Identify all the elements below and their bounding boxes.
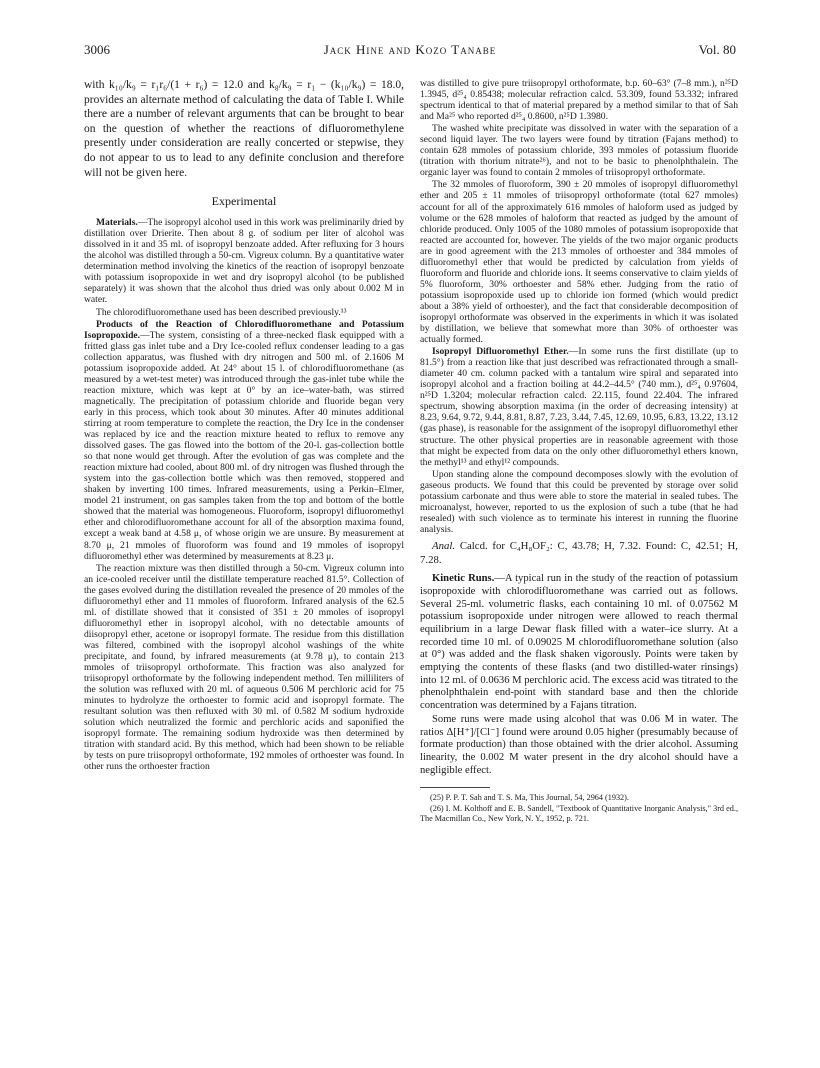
footnote-divider (420, 787, 490, 788)
running-head-authors: Jack Hine and Kozo Tanabe (323, 42, 497, 57)
kinetic-run-head: Kinetic Runs. (432, 573, 495, 585)
analysis-values: Calcd. for C₄H₈OF₂: C, 43.78; H, 7.32. Found: C, 42.51; H, 7.28. (420, 539, 738, 566)
section-heading-experimental: Experimental (211, 194, 277, 209)
volume-label: Vol. 80 (698, 42, 736, 57)
products-paragraph (84, 319, 404, 562)
running-head (84, 42, 736, 62)
ether-body: —In some runs the first distillate (up to 81.5°) from a reaction like that just described was refractionated through a small-diameter 40 cm. column packed with a tantalum wire spiral and separated into isopropyl alcohol and a fraction boiling at 44.2–44.5° (740 mm.), d²⁵₄ 0.97604, n²⁵D 1.3204; molecular refraction calcd. 22.115, found 22.404. The infrared spectrum, showing absorption maxima (in the order of decreasing intensity) at 8.23, 9.64, 9.72, 9.44, 8.81, 8.87, 7.23, 3.44, 7.45, 12.69, 10.95, 6.83, 13.22, 13.12 (gas phase), is reasonable for the assignment of the isopropyl difluoromethyl ether structure. The other physical properties are in reasonable agreement with those that might be expected from data on the only other difluoromethyl ethers known, the methyl¹³ and ethyl¹² compounds. (420, 346, 738, 468)
footnote-26: (26) I. M. Kolthoff and E. B. Sandell, "Textbook of Quantitative Inorganic Analysis," 3rd ed., The Macmillan Co., New York, N. Y., 1952, p. 721. (420, 804, 738, 824)
page-number: 3006 (84, 42, 110, 57)
chlorodifluoromethane-paragraph: The chlorodifluoromethane used has been described previously.¹³ (96, 306, 347, 318)
orthoformate-continuation: was distilled to give pure triisopropyl orthoformate, b.p. 60–63° (7–8 mm.), n²⁵D 1.3945, d²⁵₄ 0.85438; molecular refraction calcd. 53.309, found 53.332; infrared spectrum identical to that of material prepared by a method similar to that of Sah and Ma²⁵ who reported d²⁵₄ 0.8600, n²⁵D 1.3980. (420, 78, 738, 123)
kinetic-body: —A typical run in the study of the reaction of potassium isopropoxide with chlorodifluoromethane was carried out as follows. Several 25-ml. volumetric flasks, each containing 10 ml. of 0.07562 M potassium isopropoxide under nitrogen were allowed to reach thermal equilibrium in a large Dewar flask filled with a water–ice slurry. At a recorded time 10 ml. of 0.09025 M chlorodifluoromethane solution (also at 0°) was added and the flask shaken vigorously. Points were taken by emptying the contents of these flasks (and two distilled-water rinsings) into 12 ml. of 0.0636 M perchloric acid. The excess acid was titrated to the phenolphthalein end-point with standard base and then the chloride concentration was determined by a Fajans titration. (420, 573, 739, 712)
left-column (84, 78, 404, 774)
ether-run-head: Isopropyl Difluoromethyl Ether. (432, 346, 569, 358)
right-column (420, 78, 738, 825)
materials-run-head: Materials. (96, 217, 138, 229)
ether-paragraph (420, 346, 738, 468)
distillation-paragraph: The reaction mixture was then distilled through a 50-cm. Vigreux column into an ice-cooled receiver until the distillate temperature reached 81.5°. Collection of the gases evolved during the distillation revealed the presence of 20 mmoles of the difluoromethyl ether and 11 mmoles of fluoroform. Infrared analysis of the 62.5 ml. of distillate showed that it consisted of 351 ± 20 mmoles of isopropyl difluoromethyl ether in isopropyl alcohol, with no detectable amounts of diisopropyl ether, acetone or isopropyl formate. The residue from this distillation was filtered, combined with the isopropyl alcohol washings of the white precipitate, and found, by infrared measurements (at 9.78 μ), to contain 213 mmoles of triisopropyl orthoformate. This fraction was also analyzed for triisopropyl orthoformate by the following independent method. Ten milliliters of the solution was refluxed with 20 ml. of aqueous 0.506 M perchloric acid for 75 minutes to hydrolyze the orthoester to formic acid and isopropyl formate. The resultant solution was then refluxed with 30 ml. of 0.582 M sodium hydroxide solution which neutralized the formic and perchloric acids and saponified the isopropyl formate. The remaining sodium hydroxide was then determined by titration with standard acid. By this method, which had been shown to be reliable by tests on pure triisopropyl orthoformate, 192 mmoles of orthoester was found. In other runs the orthoester fraction (84, 562, 404, 773)
materials-body: —The isopropyl alcohol used in this work was preliminarily dried by distillation over Drierite. Then about 8 g. of sodium per liter of alcohol was dissolved in it and 35 ml. of isopropyl benzoate added. After refluxing for 3 hours the alcohol was distilled through a 50-cm. Vigreux column. By a quantitative water determination method involving the kinetics of the reaction of isopropyl benzoate with potassium isopropoxide in wet and dry isopropyl alcohol (to be published separately) it was shown that the alcohol thus dried was only about 0.002 M in water. (84, 217, 404, 306)
decomposition-paragraph: Upon standing alone the compound decomposes slowly with the evolution of gaseous products. We found that this could be prevented by storage over solid potassium carbonate and thus were able to store the material in sealed tubes. The microanalyst, however, reported to us the explosion of such a tube (that he had resealed) with such violence as to terminate his interest in running the fluorine analysis. (420, 468, 738, 535)
products-body: —The system, consisting of a three-necked flask equipped with a fritted glass gas inlet tube and a Dry Ice-cooled reflux condenser leading to a gas collection apparatus, was flushed with dry nitrogen and 500 ml. of 2.1606 M potassium isopropoxide added. At 24° about 15 l. of chlorodifluoromethane (as measured by a wet-test meter) was introduced through the gas-inlet tube while the reaction mixture, which was kept at 0° by an ice–water-bath, was stirred magnetically. The precipitation of potassium chloride and fluoride began very early in this process, which took about 30 minutes. After 40 minutes additional stirring at room temperature to complete the reaction, the Dry Ice in the condenser was replaced by ice and the reaction mixture heated to reflux to remove any dissolved gases. The gas flowed into the bottom of the 20-l. gas-collection bottle so that none would get through. After the evolution of gas was complete and the reaction mixture had cooled, about 800 ml. of dry nitrogen was flushed through the system into the gas-collection bottle which was then removed, stoppered and shaken by inverting 100 times. Infrared measurements, using a Perkin–Elmer, model 21 instrument, on gas samples taken from the top and bottom of the bottle showed that the material was homogeneous. Fluoroform, isopropyl difluoromethyl ether and chlorodifluoromethane account for all of the absorption maxima found, except a weak band at 4.58 μ, of whose origin we are unsure. By measurement at 8.70 μ, 21 mmoles of fluoroform was found and 19 mmoles of isopropyl difluoromethyl ether was determined by measurements at 8.23 μ. (84, 329, 404, 562)
precipitate-paragraph: The washed white precipitate was dissolved in water with the separation of a second liquid layer. The two layers were found by titration (Fajans method) to contain 628 mmoles of potassium chloride, 393 mmoles of potassium fluoride (titration with thorium nitrate²⁶), and not to be basic to phenolphthalein. The organic layer was found to contain 2 mmoles of triisopropyl orthoformate. (420, 123, 738, 179)
mass-balance-paragraph: The 32 mmoles of fluoroform, 390 ± 20 mmoles of isopropyl difluoromethyl ether and 205 ± 11 mmoles of triisopropyl orthoformate (total 627 mmoles) account for all of the approximately 616 mmoles of haloform used as judged by volume or the 628 mmoles of haloform that reacted as judged by the amount of chloride produced. Only 1005 of the 1080 mmoles of potassium isopropoxide that reacted are accounted for, however. The yields of the two major organic products are in good agreement with the 213 mmoles of orthoester and 384 mmoles of difluoromethyl ether that would be predicted by calculation from yields of fluoroform and fluoride and chloride ions. It seems conservative to claim yields of 5% fluoroform, 30% orthoester and 58% ether. Judging from the ratio of potassium isopropoxide used up to chloride ion formed (which would predict about a 38% yield of orthoester), and the fact that considerable decomposition of isopropyl orthoformate was observed in the experiments in which it was isolated by distillation, we believe that somewhat more than 30% of orthoester was actually formed. (420, 179, 738, 346)
materials-paragraph (84, 217, 404, 305)
footnote-25: (25) P. P. T. Sah and T. S. Ma, This Journal, 54, 2964 (1932). (430, 793, 629, 803)
water-effect-paragraph: Some runs were made using alcohol that was 0.06 M in water. The ratios Δ[H⁺]/[Cl⁻] found were around 0.05 higher (presumably because of formate production) than those obtained with the drier alcohol. Assuming linearity, the 0.002 M water present in the dry alcohol should have a negligible effect. (420, 713, 738, 776)
kinetic-paragraph (420, 573, 738, 713)
intro-continuation: with k₁₀/k₉ = r₁r₆/(1 + r₆) = 12.0 and k₈/k₉ = r₁ − (k₁₀/k₉) = 18.0, provides an alternate method of calculating the data of Table I. While there are a number of relevant arguments that can be brought to bear on the question of whether the reactions of difluoromethylene presently under consideration are really concerted or stepwise, they do not appear to us to lead to any definite conclusion and therefore will not be given here. (84, 79, 404, 179)
elemental-analysis (420, 540, 738, 567)
analysis-label: Anal. (432, 539, 456, 552)
products-run-head: Products of the Reaction of Chlorodifluoromethane and Potassium Isopropoxide. (84, 318, 404, 341)
